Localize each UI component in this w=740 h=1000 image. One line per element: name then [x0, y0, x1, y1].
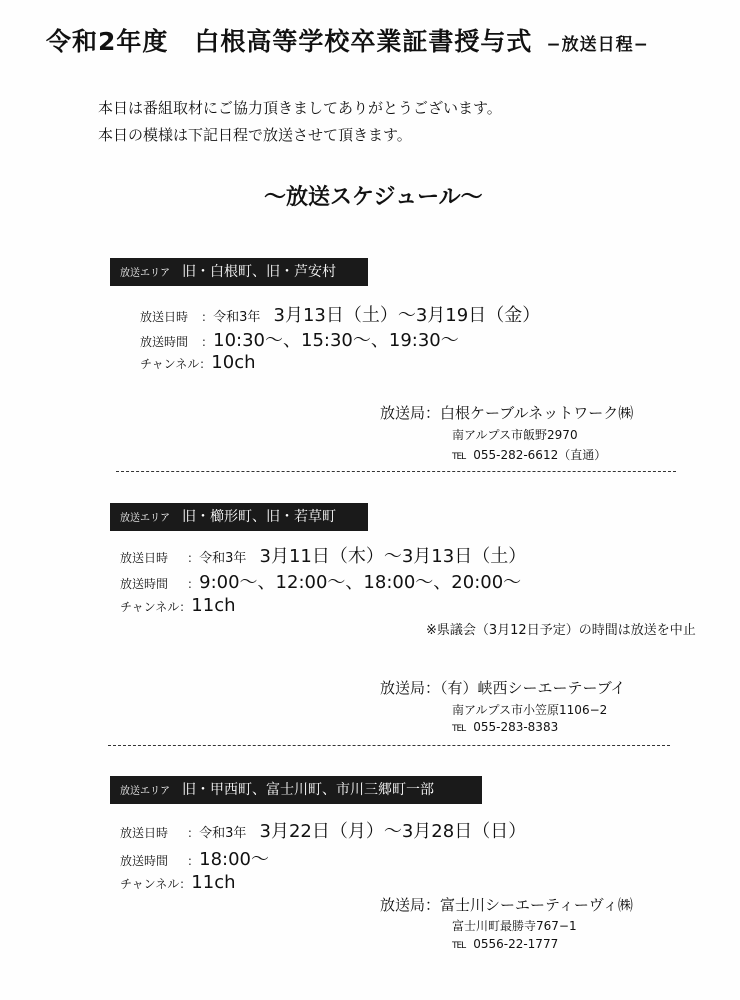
area-bar-1: [110, 258, 368, 286]
date-label: 放送日時: [120, 551, 169, 565]
tel-number: 055-282-6612（直通）: [473, 448, 607, 462]
broadcast-time-row-2: [120, 568, 521, 594]
area-bar-2: [110, 503, 368, 531]
broadcast-date-row-1: [140, 301, 540, 327]
tel-number: 055-283-8383: [473, 720, 559, 734]
station-address-3: 富士川町最勝寺767−1: [452, 919, 577, 933]
channel-value: 10ch: [211, 352, 256, 373]
title-subtitle: −放送日程−: [546, 35, 649, 55]
colon: ：: [179, 877, 192, 891]
channel-label: チャンネル: [120, 877, 180, 891]
date-prefix: 令和3年: [199, 826, 247, 841]
area-bar-3: [110, 776, 482, 804]
section-divider-2: [108, 745, 670, 746]
colon: ：: [187, 854, 200, 868]
tel-prefix: TEL: [452, 724, 466, 734]
channel-row-1: [140, 352, 256, 373]
colon: ：: [187, 577, 200, 591]
broadcast-date-row-3: [120, 817, 526, 843]
channel-row-3: [120, 872, 236, 893]
channel-value: 11ch: [191, 595, 236, 616]
broadcast-date: 3月22日（月）〜3月28日（日）: [259, 821, 527, 842]
area-name: 旧・甲西町、富士川町、市川三郷町一部: [182, 782, 434, 798]
schedule-heading: 〜放送スケジュール〜: [264, 185, 483, 210]
area-label: 放送エリア: [120, 513, 170, 524]
time-label: 放送時間: [120, 577, 169, 591]
broadcast-times: 9:00〜、12:00〜、18:00〜、20:00〜: [199, 572, 522, 593]
broadcast-note: ※県議会（3月12日予定）の時間は放送を中止: [426, 623, 696, 638]
channel-label: チャンネル: [120, 600, 180, 614]
station-name: （有）峡西シーエーテーブイ: [440, 679, 626, 697]
station-row-3: [380, 894, 633, 915]
station-label: 放送局：: [380, 404, 441, 422]
date-label: 放送日時: [140, 310, 189, 324]
station-tel-3: [452, 937, 558, 951]
intro-line-2: 本日の模様は下記日程で放送させて頂きます。: [98, 126, 412, 144]
broadcast-times: 10:30〜、15:30〜、19:30〜: [213, 330, 459, 351]
intro-line-1: 本日は番組取材にご協力頂きましてありがとうございます。: [98, 99, 502, 117]
area-name: 旧・白根町、旧・芦安村: [182, 264, 336, 280]
tel-prefix: TEL: [452, 452, 466, 462]
broadcast-time-row-3: [120, 845, 269, 871]
channel-label: チャンネル: [140, 357, 200, 371]
colon: ：: [187, 826, 200, 840]
colon: ：: [179, 600, 192, 614]
channel-value: 11ch: [191, 872, 236, 893]
station-tel-1: [452, 446, 606, 463]
station-address-1: 南アルプス市飯野2970: [452, 428, 578, 442]
station-name: 白根ケーブルネットワーク㈱: [440, 404, 634, 422]
tel-number: 0556-22-1777: [473, 937, 559, 951]
station-address-2: 南アルプス市小笠原1106−2: [452, 703, 608, 717]
time-label: 放送時間: [120, 854, 169, 868]
colon: ：: [199, 357, 212, 371]
document-title: [46, 22, 649, 58]
area-label: 放送エリア: [120, 786, 170, 797]
broadcast-date-row-2: [120, 542, 526, 568]
time-label: 放送時間: [140, 335, 189, 349]
date-label: 放送日時: [120, 826, 169, 840]
station-label: 放送局：: [380, 679, 441, 697]
broadcast-times: 18:00〜: [199, 849, 269, 870]
station-row-2: [380, 677, 625, 698]
section-divider-1: [116, 471, 676, 472]
title-main: 令和2年度 白根高等学校卒業証書授与式: [46, 27, 533, 56]
station-label: 放送局：: [380, 896, 441, 914]
station-tel-2: [452, 720, 558, 734]
tel-prefix: TEL: [452, 941, 466, 951]
date-prefix: 令和3年: [213, 310, 261, 325]
area-label: 放送エリア: [120, 268, 170, 279]
station-row-1: [380, 402, 633, 423]
colon: ：: [187, 551, 200, 565]
date-prefix: 令和3年: [199, 551, 247, 566]
broadcast-date: 3月11日（木）〜3月13日（土）: [259, 546, 527, 567]
area-name: 旧・櫛形町、旧・若草町: [182, 509, 336, 525]
colon: ：: [201, 310, 214, 324]
station-name: 富士川シーエーティーヴィ㈱: [440, 896, 633, 914]
colon: ：: [201, 335, 214, 349]
broadcast-date: 3月13日（土）〜3月19日（金）: [273, 305, 541, 326]
broadcast-time-row-1: [140, 326, 459, 352]
channel-row-2: [120, 595, 236, 616]
